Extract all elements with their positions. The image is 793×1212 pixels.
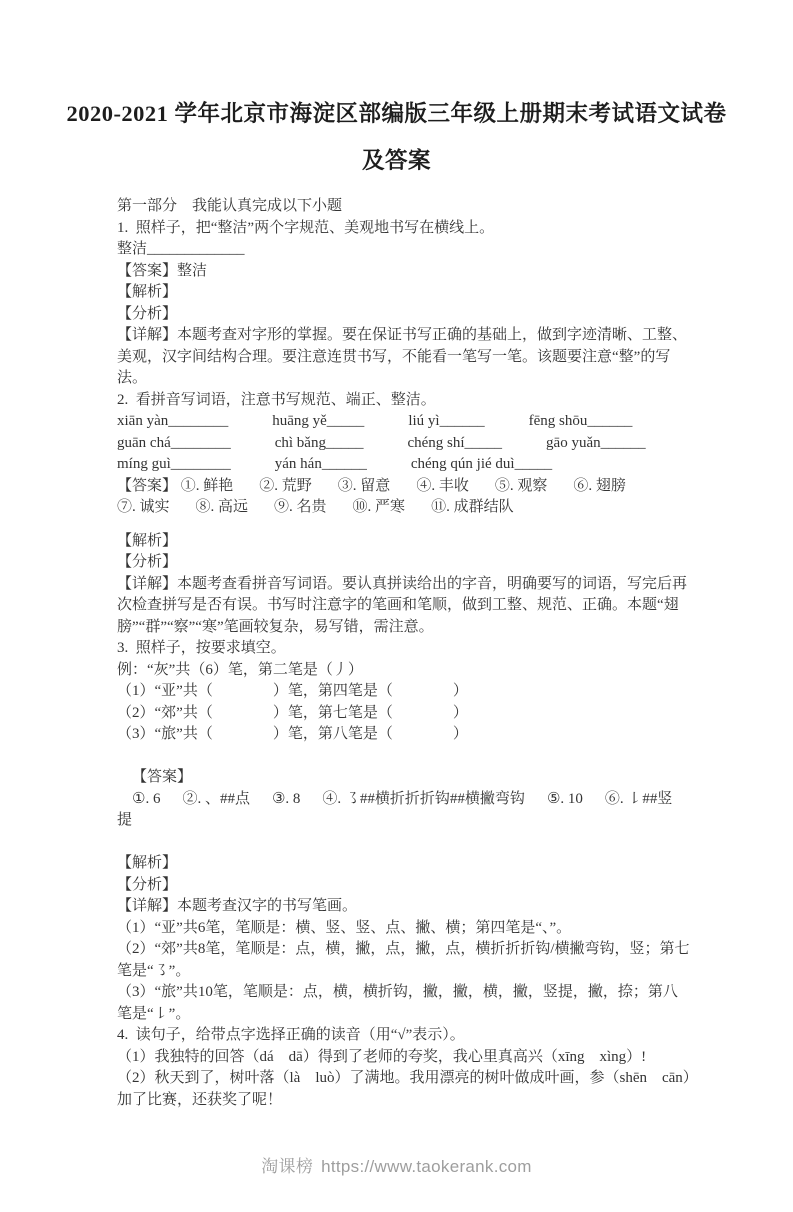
- document-body: [117, 196, 691, 1111]
- q1-fenxi-label: 【分析】: [117, 305, 178, 322]
- q3-detail-item: （2）“郊”共8笔，笔顺是：点，横，撇，点，撇，点，横折折折钩/横撇弯钩，竖；第七笔是“㇌”。: [117, 941, 690, 979]
- pinyin-blank-item: chì bǎng_____: [274, 434, 364, 451]
- answer-item: ①. 6: [132, 790, 161, 807]
- q3-example: 例：“灰”共（6）笔，第二笔是（丿）: [117, 661, 363, 678]
- answer-item: ②. 、##点: [182, 790, 250, 807]
- pinyin-blank-item: liú yì______: [408, 413, 485, 429]
- q4-items: [117, 1047, 691, 1112]
- q3-item: （3）“旅”共（ ）笔，第八笔是（ ）: [117, 726, 468, 742]
- q3-detail-item: （3）“旅”共10笔，笔顺是：点，横，横折钩，撇，撇，横，撇，竖提，撇，捺；第八笔是“㇙”。: [117, 984, 678, 1022]
- q1-detail: 【详解】本题考查对字形的掌握。要在保证书写正确的基础上，做到字迹清晰、工整、美观，汉字间结构合理。要注意连贯书写，不能看一笔写一笔。该题要注意“整”的写法。: [117, 327, 688, 386]
- q2-detail: 【详解】本题考查看拼音写词语。要认真拼读给出的字音，明确要写的词语，写完后再次检查拼写是否有误。书写时注意字的笔画和笔顺，做到工整、规范、正确。本题“翅膀”“群”“察”“寒”笔画较复杂，易写错，需注意。: [117, 575, 688, 635]
- q3-items: [117, 681, 691, 746]
- q3-item: （2）“郊”共（ ）笔，第七笔是（ ）: [117, 704, 468, 721]
- q3-answer-label: 【答案】: [132, 769, 193, 785]
- document-title: 2020-2021 学年北京市海淀区部编版三年级上册期末考试语文试卷及答案: [66, 101, 727, 173]
- q3-jiexi-label: 【解析】: [117, 855, 178, 871]
- q1-jiexi-label: 【解析】: [117, 284, 178, 300]
- answer-item: ⑤. 10: [546, 790, 583, 807]
- pinyin-blank-item: guān chá________: [117, 434, 231, 451]
- answer-item: ④. 丰收: [416, 477, 469, 494]
- q2-answer-items-1: [181, 478, 626, 494]
- q3-detail-items: [117, 918, 691, 1026]
- q1-blank-line: 整洁_____________: [117, 241, 245, 257]
- q2-answer-row-2: [117, 497, 691, 519]
- q4-prompt: 4. 读句子，给带点字选择正确的读音（用“√”表示）。: [117, 1027, 465, 1043]
- q4-item: （1）我独特的回答（dá dā）得到了老师的夸奖，我心里真高兴（xīng xìng）!: [117, 1048, 647, 1065]
- q2-answer-row-1: [117, 476, 691, 498]
- footer: [0, 1152, 793, 1177]
- answer-item: ⑥. 翅膀: [573, 477, 626, 494]
- pinyin-blank-item: chéng shí_____: [407, 434, 503, 451]
- q2-jiexi-label: 【解析】: [117, 532, 178, 549]
- q2-pinyin-row-3: [117, 454, 691, 476]
- answer-item: ⑤. 观察: [494, 477, 548, 494]
- q3-item: （1）“亚”共（ ）笔，第四笔是（ ）: [117, 683, 468, 699]
- footer-site-name: 淘课榜: [261, 1157, 314, 1176]
- pinyin-blank-item: chéng qún jié duì_____: [410, 456, 553, 472]
- q2-pinyin-row-2: [117, 433, 691, 455]
- q2-prompt: 2. 看拼音写词语，注意书写规范、端正、整洁。: [117, 391, 436, 408]
- answer-item: ③. 留意: [337, 477, 391, 494]
- answer-item: ①. 鲜艳: [180, 477, 234, 494]
- pinyin-blank-item: míng guì________: [117, 456, 231, 472]
- answer-item: ③. 8: [271, 790, 301, 807]
- answer-item: ⑨. 名贵: [274, 499, 327, 515]
- q4-item: （2）秋天到了，树叶落（là luò）了满地。我用漂亮的树叶做成叶画，参（shēn cān）加了比赛，还获奖了呢！: [117, 1070, 691, 1108]
- q3-fenxi-label: 【分析】: [117, 876, 178, 893]
- q3-prompt: 3. 照样子，按要求填空。: [117, 640, 286, 656]
- pinyin-blank-item: huāng yě_____: [272, 413, 365, 429]
- q3-detail-item: （1）“亚”共6笔，笔顺是：横、竖、竖、点、撇、横；第四笔是“、”。: [117, 919, 572, 936]
- answer-item: ⑩. 严寒: [352, 499, 406, 515]
- q3-detail-intro: 【详解】本题考查汉字的书写笔画。: [117, 898, 358, 914]
- q3-answer-row: [117, 746, 691, 854]
- answer-item: ⑪. 成群结队: [431, 499, 514, 515]
- section1-heading: 第一部分 我能认真完成以下小题: [117, 198, 343, 214]
- q2-answer-label: 【答案】: [117, 477, 178, 494]
- q1-prompt: 1. 照样子，把“整洁”两个字规范、美观地书写在横线上。: [117, 219, 495, 236]
- pinyin-blank-item: yán hán______: [274, 456, 367, 472]
- q2-pinyin-row-1: [117, 411, 691, 433]
- q3-answer-items: [117, 791, 672, 829]
- q1-answer: 【答案】整洁: [117, 262, 208, 279]
- answer-item: ⑥. ㇙##竖提: [117, 790, 673, 828]
- pinyin-blank-item: gāo yuǎn______: [546, 434, 646, 451]
- answer-item: ⑦. 诚实: [117, 499, 170, 515]
- answer-item: ⑧. 高远: [195, 499, 249, 515]
- footer-url[interactable]: https://www.taokerank.com: [321, 1157, 532, 1176]
- pinyin-blank-item: xiān yàn________: [117, 413, 229, 429]
- pinyin-blank-item: fēng shōu______: [528, 413, 633, 429]
- q2-fenxi-label: 【分析】: [117, 554, 178, 570]
- answer-item: ④. ㇌##横折折折钩##横撇弯钩: [322, 790, 525, 807]
- answer-item: ②. 荒野: [259, 477, 312, 494]
